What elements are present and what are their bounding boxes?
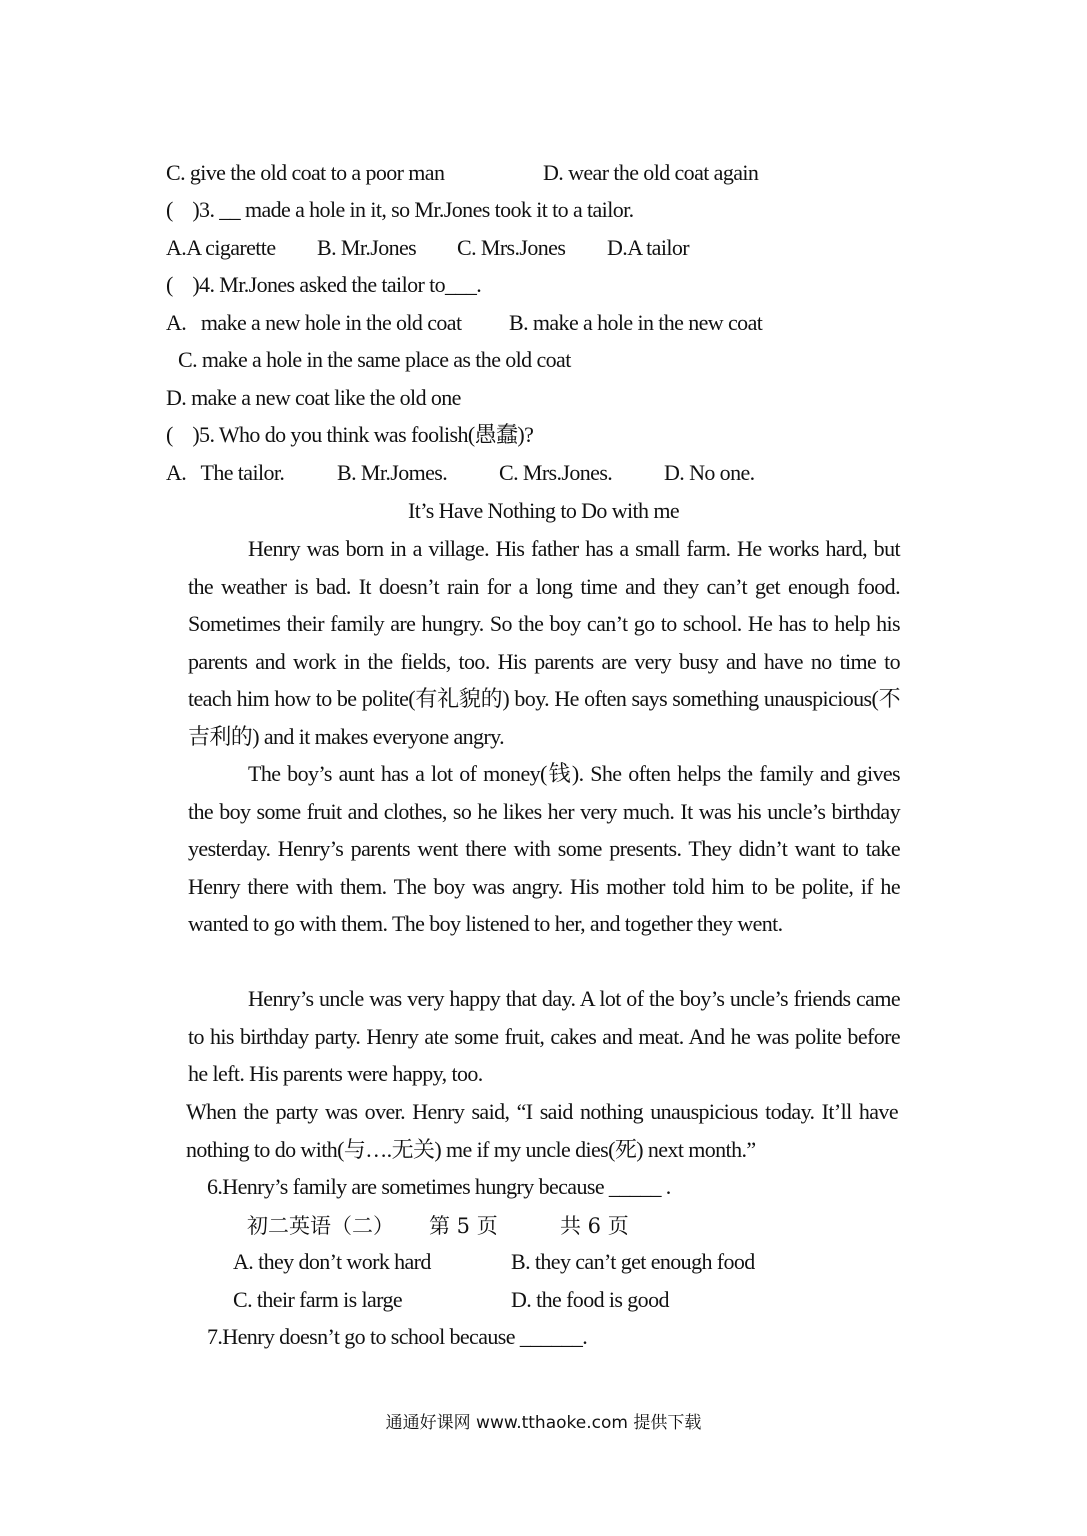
q6-option-c: C. their farm is large: [233, 1287, 403, 1312]
q5-option-c: C. Mrs.Jones.: [499, 460, 613, 485]
q3-stem: ( )3. __ made a hole in it, so Mr.Jones took it to a tailor.: [166, 197, 634, 222]
q5-option-a: A. The tailor.: [166, 460, 285, 485]
page-number: 第 5 页: [429, 1214, 498, 1238]
q3-option-b: B. Mr.Jones: [317, 235, 417, 260]
q6-option-d: D. the food is good: [511, 1287, 669, 1312]
q4-option-b: B. make a hole in the new coat: [509, 310, 763, 335]
passage-paragraph-2: The boy’s aunt has a lot of money(钱). She often helps the family and gives the boy some fruit and clothes, so he likes her very much. It was his uncle’s birthday yesterday. Henry’s parents went there with some presents. They didn’t want to take Henry there with them. The boy was angry. His mother told him to be polite, if he wanted to go with them. The boy listened to her, and together they went.: [188, 761, 900, 937]
q2-option-c: C. give the old coat to a poor man: [166, 160, 445, 185]
q6-option-b: B. they can’t get enough food: [511, 1249, 755, 1274]
q3-option-d: D.A tailor: [607, 235, 689, 260]
q4-option-c: C. make a hole in the same place as the old coat: [178, 347, 571, 372]
q4-option-d: D. make a new coat like the old one: [166, 385, 461, 410]
passage-paragraph-4: When the party was over. Henry said, “I said nothing unauspicious today. It’ll have nothing to do with(与….无关) me if my uncle dies(死) next month.”: [186, 1099, 898, 1162]
page-total: 共 6 页: [560, 1214, 629, 1238]
passage-paragraph-3: Henry’s uncle was very happy that day. A lot of the boy’s uncle’s friends came to his birthday party. Henry ate some fruit, cakes and meat. And he was polite before he left. His parents were happy, too.: [188, 986, 900, 1087]
q4-stem: ( )4. Mr.Jones asked the tailor to___.: [166, 272, 482, 297]
q2-option-d: D. wear the old coat again: [543, 160, 759, 185]
q6-option-a: A. they don’t work hard: [233, 1249, 431, 1274]
q7-stem: 7.Henry doesn’t go to school because ______.: [207, 1324, 588, 1349]
q5-stem: ( )5. Who do you think was foolish(愚蠢)?: [166, 422, 534, 447]
page-subject: 初二英语（二）: [247, 1214, 394, 1238]
q5-option-d: D. No one.: [664, 460, 755, 485]
q4-option-a: A. make a new hole in the old coat: [166, 310, 462, 335]
q6-stem: 6.Henry’s family are sometimes hungry because _____ .: [207, 1174, 671, 1199]
q3-option-a: A.A cigarette: [166, 235, 276, 260]
passage-paragraph-1: Henry was born in a village. His father has a small farm. He works hard, but the weather is bad. It doesn’t rain for a long time and they can’t get enough food. Sometimes their family are hungry. So the boy can’t go to school. He has to help his parents and work in the fields, too. His parents are very busy and have no time to teach him how to be polite(有礼貌的) boy. He often says something unauspicious(不吉利的) and it makes everyone angry.: [188, 536, 900, 749]
footer-download-note: 通通好课网 www.tthaoke.com 提供下载: [385, 1413, 702, 1433]
passage-title: It’s Have Nothing to Do with me: [407, 498, 680, 523]
q5-option-b: B. Mr.Jomes.: [337, 460, 448, 485]
q3-option-c: C. Mrs.Jones: [457, 235, 566, 260]
